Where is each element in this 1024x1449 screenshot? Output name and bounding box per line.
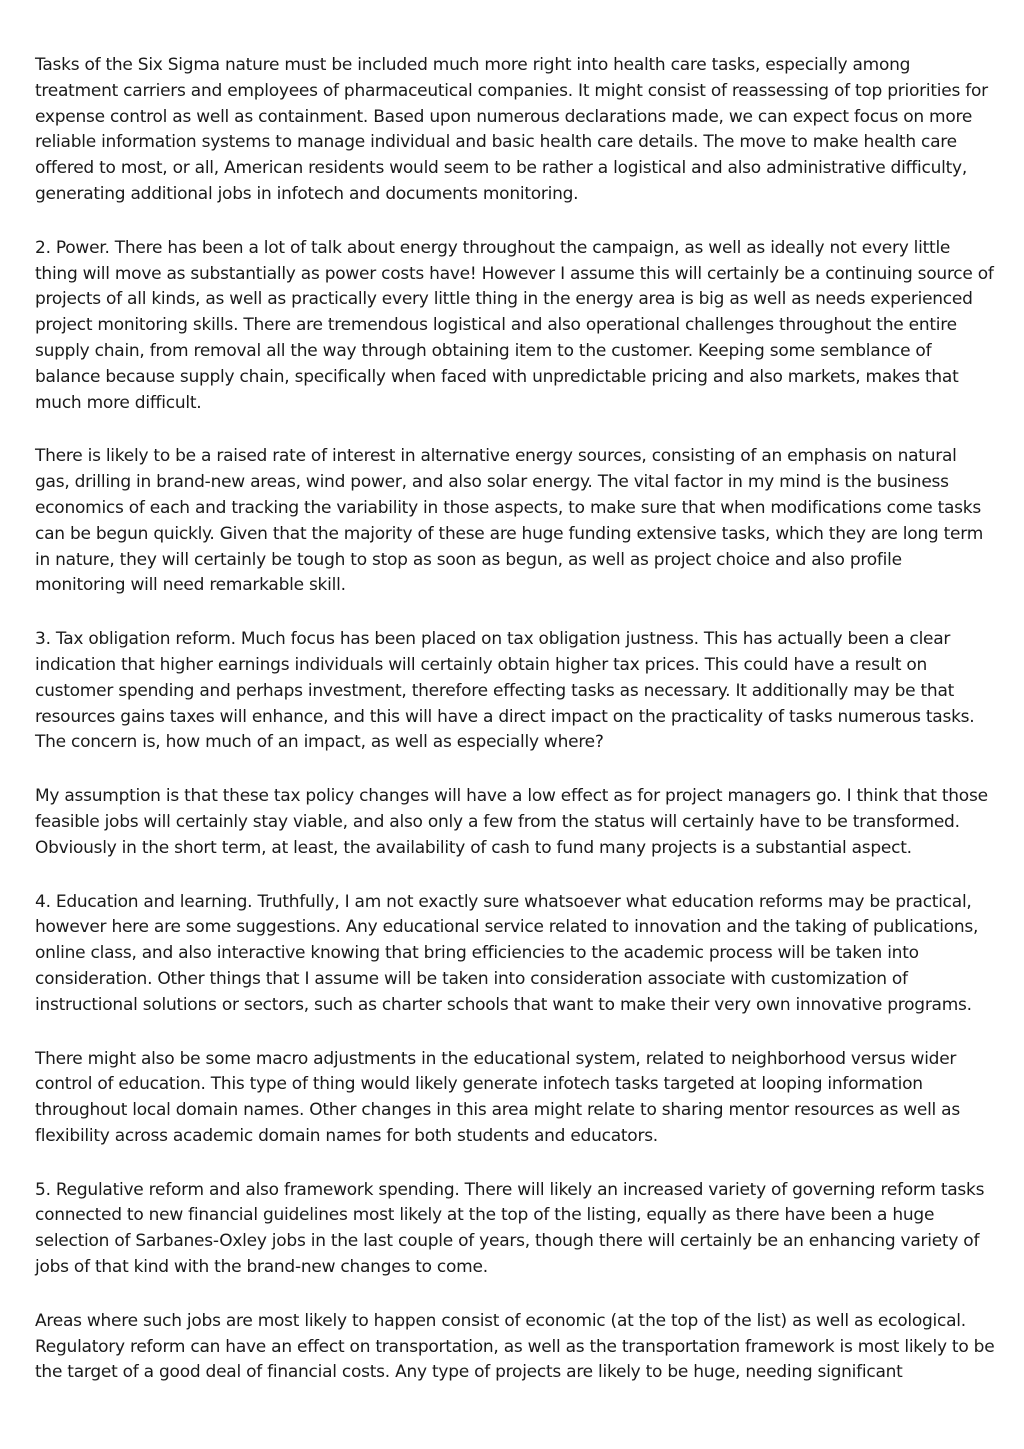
- paragraph-regulatory-areas: Areas where such jobs are most likely to happen consist of economic (at the top of the list) as well as ecological. Regulatory reform can have an effect on transportation, as well as the transportation framework is most likely to be the target of a good deal of financial costs. Any type of projects are likely to be huge, needing significant: [35, 1310, 995, 1383]
- paragraph-alternative-energy: There is likely to be a raised rate of interest in alternative energy sources, consisting of an emphasis on natural gas, drilling in brand-new areas, wind power, and also solar energy. The vital factor in my mind is the business economics of each and tracking the variability in those aspects, to make sure that when modifications come tasks can be begun quickly. Given that the majority of these are huge funding extensive tasks, which they are long term in nature, they will certainly be tough to stop as soon as begun, as well as project choice and also profile monitoring will need remarkable skill.: [35, 446, 984, 596]
- paragraph-regulative-reform: 5. Regulative reform and also framework spending. There will likely an increased variety of governing reform tasks connected to new financial guidelines most likely at the top of the listing, equally as there have been a huge selection of Sarbanes-Oxley jobs in the last couple of years, though there will certainly be an enhancing variety of jobs of that kind with the brand-new changes to come.: [35, 1179, 985, 1278]
- paragraph-education-macro: There might also be some macro adjustments in the educational system, related to neighborhood versus wider control of education. This type of thing would likely generate infotech tasks targeted at looping information throughout local domain names. Other changes in this area might relate to sharing mentor resources as well as flexibility across academic domain names for both students and educators.: [35, 1048, 960, 1146]
- document-body: [35, 53, 995, 1414]
- paragraph-power: 2. Power. There has been a lot of talk about energy throughout the campaign, as well as ideally not every little thing will move as substantially as power costs have! However I assume this will certainly be a continuing source of projects of all kinds, as well as practically every little thing in the energy area is big as well as needs experienced project monitoring skills. There are tremendous logistical and also operational challenges throughout the entire supply chain, from removal all the way through obtaining item to the customer. Keeping some semblance of balance because supply chain, specifically when faced with unpredictable pricing and also markets, makes that much more difficult.: [35, 237, 994, 413]
- paragraph-tax-reform: 3. Tax obligation reform. Much focus has been placed on tax obligation justness. This has actually been a clear indication that higher earnings individuals will certainly obtain higher tax prices. This could have a result on customer spending and perhaps investment, therefore effecting tasks as necessary. It additionally may be that resources gains taxes will enhance, and this will have a direct impact on the practicality of tasks numerous tasks. The concern is, how much of an impact, as well as especially where?: [35, 629, 975, 753]
- paragraph-six-sigma-health-care: Tasks of the Six Sigma nature must be included much more right into health care tasks, especially among treatment carriers and employees of pharmaceutical companies. It might consist of reassessing of top priorities for expense control as well as containment. Based upon numerous declarations made, we can expect focus on more reliable information systems to manage individual and basic health care details. The move to make health care offered to most, or all, American residents would seem to be rather a logistical and also administrative difficulty, generating additional jobs in infotech and documents monitoring.: [35, 55, 988, 204]
- paragraph-education: 4. Education and learning. Truthfully, I am not exactly sure whatsoever what education reforms may be practical, however here are some suggestions. Any educational service related to innovation and the taking of publications, online class, and also interactive knowing that bring efficiencies to the academic process will be taken into consideration. Other things that I assume will be taken into consideration associate with customization of instructional solutions or sectors, such as charter schools that want to make their very own innovative programs.: [35, 891, 979, 1015]
- paragraph-tax-assumption: My assumption is that these tax policy changes will have a low effect as for project managers go. I think that those feasible jobs will certainly stay viable, and also only a few from the status will certainly have to be transformed. Obviously in the short term, at least, the availability of cash to fund many projects is a substantial aspect.: [35, 786, 988, 858]
